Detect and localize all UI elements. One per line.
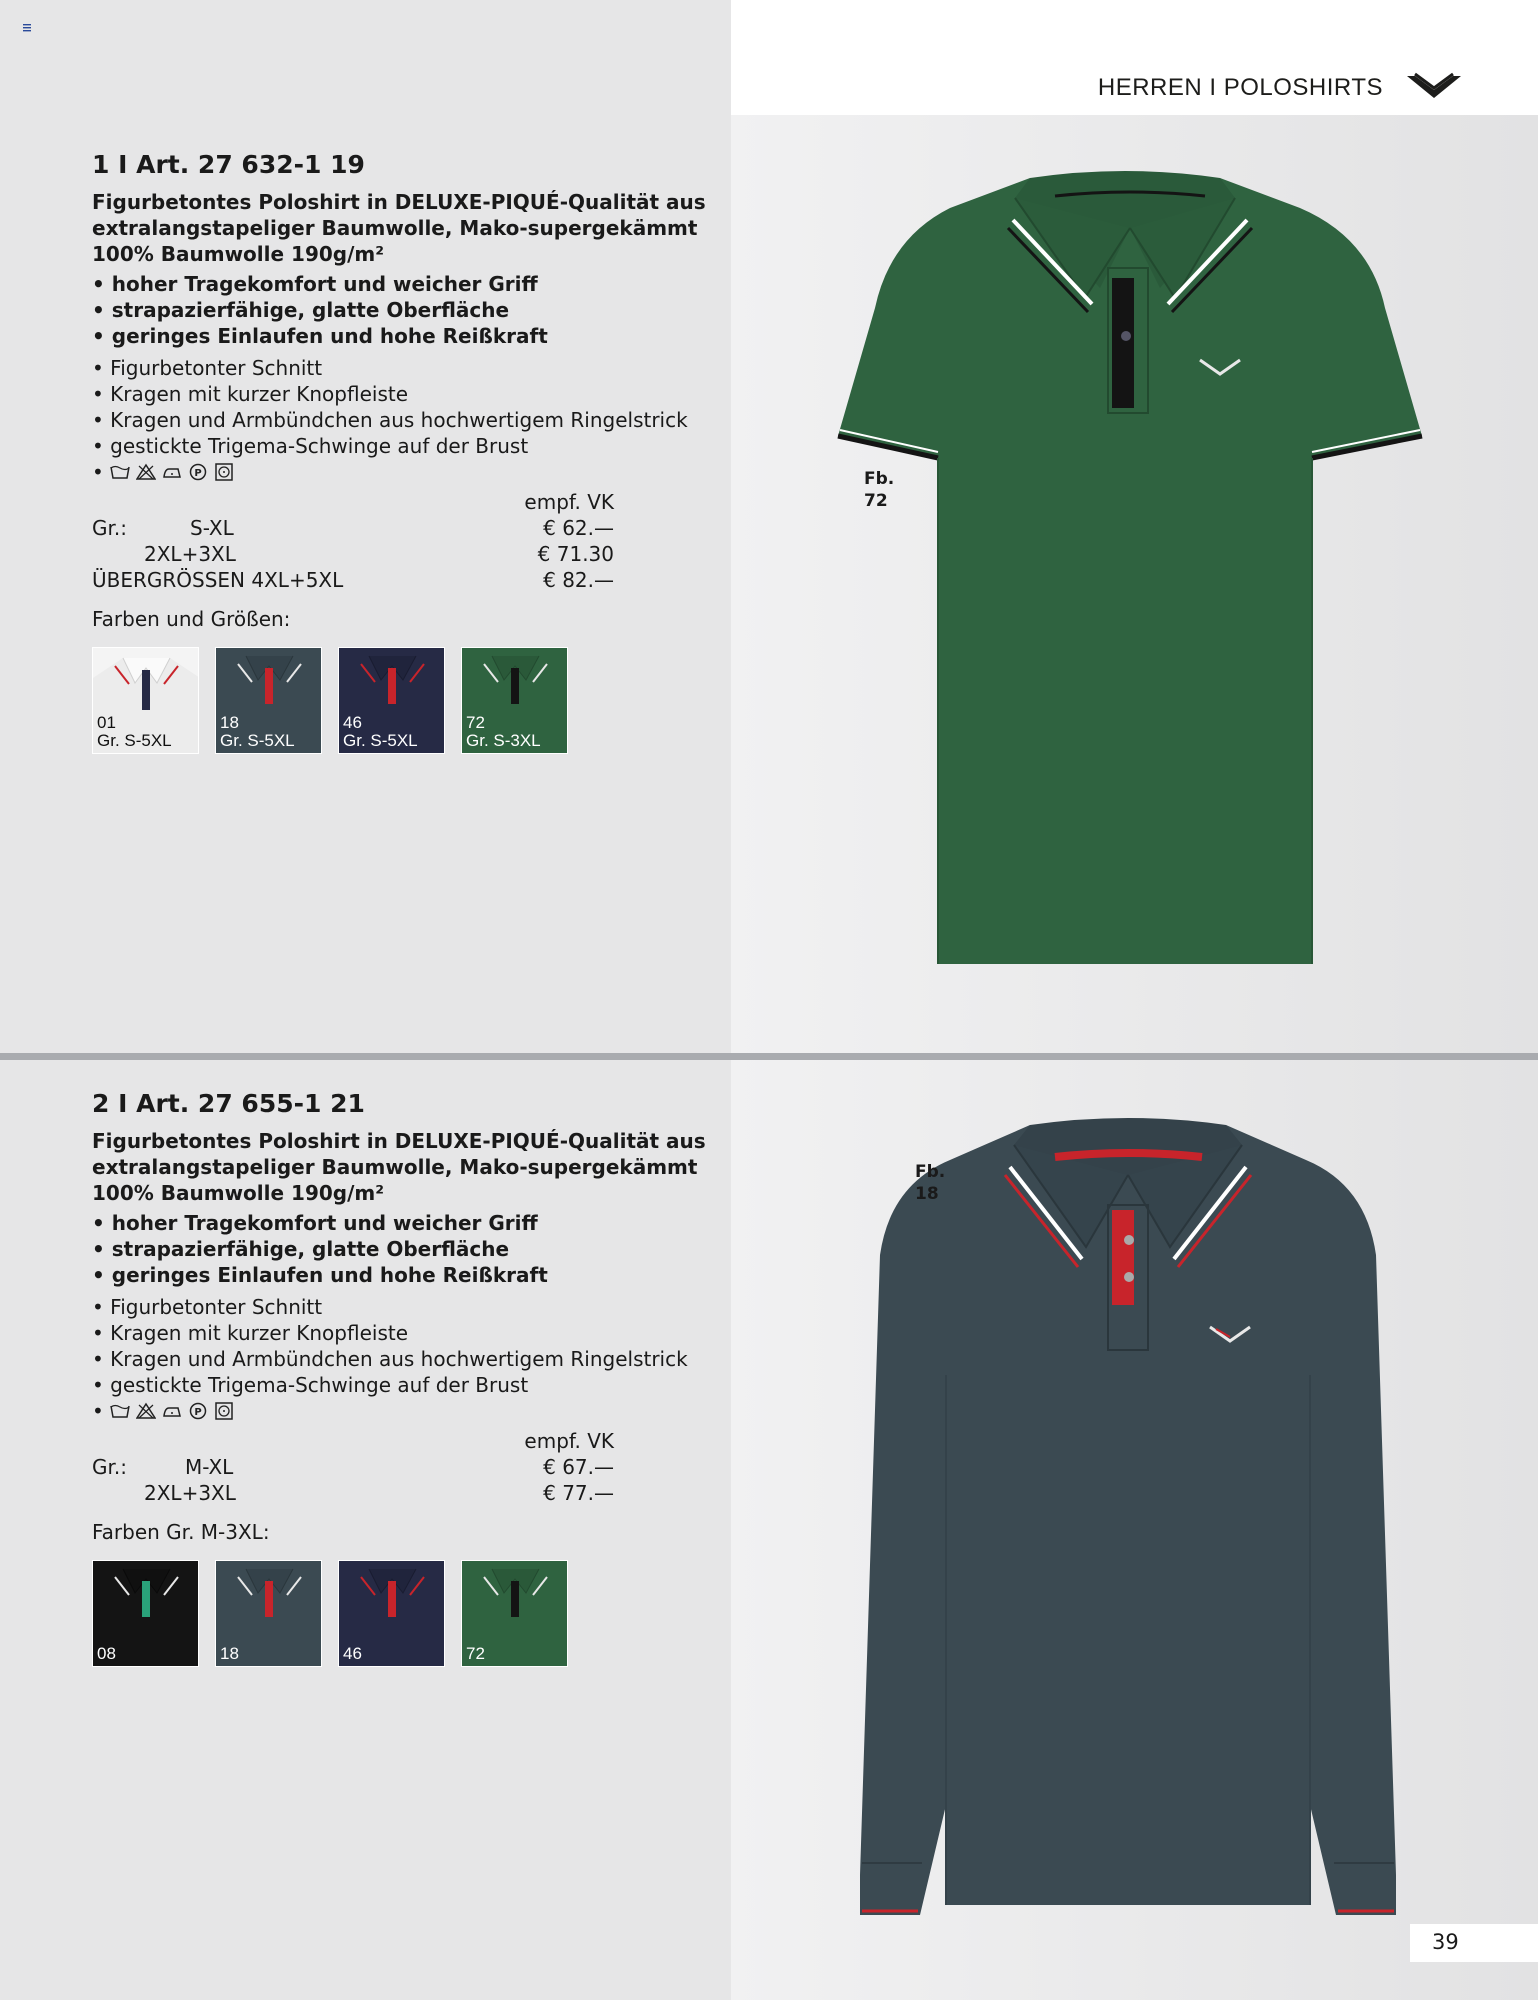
size-range: ÜBERGRÖSSEN 4XL+5XL (92, 568, 344, 592)
product-description (92, 1128, 712, 1206)
color-swatch-46[interactable] (338, 1560, 445, 1667)
description-line: Figurbetontes Poloshirt in DELUXE-PIQUÉ-Qualität aus (92, 1129, 706, 1153)
feature-item: • strapazierfähige, glatte Oberfläche (92, 298, 510, 322)
care-symbols (92, 1398, 712, 1424)
swatch-code: 72 (466, 713, 485, 732)
description-line: extralangstapeliger Baumwolle, Mako-supergekämmt (92, 1155, 698, 1179)
feature-list (92, 355, 712, 459)
swatch-code: 18 (220, 713, 239, 732)
price-value: € 67.— (543, 1455, 614, 1479)
price-header: empf. VK (524, 1429, 614, 1453)
feature-item: • hoher Tragekomfort und weicher Griff (92, 272, 538, 296)
feature-item: • Kragen und Armbündchen aus hochwertigem Ringelstrick (92, 1347, 688, 1371)
color-swatch-18[interactable] (215, 647, 322, 754)
swatch-code: 72 (466, 1644, 485, 1663)
size-label: Gr.: (92, 516, 127, 540)
color-swatch-18[interactable] (215, 1560, 322, 1667)
size-label: Gr.: (92, 1455, 127, 1479)
feature-item: • strapazierfähige, glatte Oberfläche (92, 1237, 510, 1261)
color-swatch-08[interactable] (92, 1560, 199, 1667)
color-swatch-72[interactable] (461, 1560, 568, 1667)
color-label (864, 468, 894, 512)
swatch-code: 46 (343, 713, 362, 732)
tumble-dry-icon (214, 463, 234, 481)
feature-item: • Figurbetonter Schnitt (92, 1295, 323, 1319)
section-title: HERREN I POLOSHIRTS (1097, 74, 1383, 101)
feature-item: • geringes Einlaufen und hohe Reißkraft (92, 1263, 548, 1287)
price-value: € 77.— (543, 1481, 614, 1505)
menu-icon[interactable] (22, 22, 32, 32)
wash-40-icon (110, 1402, 130, 1420)
svg-text:P: P (194, 1407, 202, 1418)
feature-item: • gestickte Trigema-Schwinge auf der Brust (92, 434, 529, 458)
size-range: 2XL+3XL (144, 1481, 236, 1505)
feature-item: • gestickte Trigema-Schwinge auf der Brust (92, 1373, 529, 1397)
feature-list-bold (92, 271, 712, 349)
size-range: M-XL (185, 1455, 234, 1479)
feature-item: • Figurbetonter Schnitt (92, 356, 323, 380)
color-swatch-72[interactable] (461, 647, 568, 754)
price-value: € 82.— (543, 568, 614, 592)
price-table (92, 489, 712, 593)
care-bullet: • (92, 1399, 104, 1423)
swatch-code: 08 (97, 1644, 116, 1663)
feature-item: • geringes Einlaufen und hohe Reißkraft (92, 324, 548, 348)
colors-label: Farben Gr. M-3XL: (92, 1520, 270, 1544)
description-line: Figurbetontes Poloshirt in DELUXE-PIQUÉ-Qualität aus (92, 190, 706, 214)
description-line: 100% Baumwolle 190g/m² (92, 242, 384, 266)
feature-list (92, 1294, 712, 1398)
price-value: € 62.— (543, 516, 614, 540)
color-swatch-01[interactable] (92, 647, 199, 754)
no-bleach-icon (136, 463, 156, 481)
colors-label: Farben und Größen: (92, 607, 291, 631)
iron-icon (162, 463, 182, 481)
color-label-prefix: Fb. (864, 469, 895, 489)
feature-item: • hoher Tragekomfort und weicher Griff (92, 1211, 538, 1235)
description-line: 100% Baumwolle 190g/m² (92, 1181, 384, 1205)
color-swatches (92, 647, 712, 754)
swatch-sizes: Gr. S-5XL (220, 731, 295, 750)
care-bullet: • (92, 460, 104, 484)
color-swatch-46[interactable] (338, 647, 445, 754)
feature-item: • Kragen mit kurzer Knopfleiste (92, 1321, 409, 1345)
feature-item: • Kragen und Armbündchen aus hochwertigem Ringelstrick (92, 408, 688, 432)
iron-icon (162, 1402, 182, 1420)
article-number: 1 I Art. 27 632-1 19 (92, 150, 365, 179)
swatch-sizes: Gr. S-5XL (97, 731, 172, 750)
price-header: empf. VK (524, 490, 614, 514)
swatch-code: 18 (220, 1644, 239, 1663)
price-table (92, 1428, 712, 1506)
wash-40-icon (110, 463, 130, 481)
color-label-code: 72 (864, 491, 888, 511)
svg-text:P: P (194, 468, 202, 479)
color-label-prefix: Fb. (915, 1162, 946, 1182)
size-range: 2XL+3XL (144, 542, 236, 566)
swatch-code: 46 (343, 1644, 362, 1663)
color-label (915, 1161, 945, 1205)
feature-list-bold (92, 1210, 712, 1288)
product-image-petrol-longsleeve-polo (850, 1115, 1430, 1920)
no-bleach-icon (136, 1402, 156, 1420)
description-line: extralangstapeliger Baumwolle, Mako-supergekämmt (92, 216, 698, 240)
care-symbols (92, 459, 712, 485)
page-number: 39 (1410, 1924, 1538, 1962)
color-swatches (92, 1560, 712, 1667)
swatch-sizes: Gr. S-3XL (466, 731, 541, 750)
trigema-logo-icon (1405, 70, 1463, 106)
color-label-code: 18 (915, 1184, 939, 1204)
dry-clean-p-icon (188, 463, 208, 481)
section-divider (0, 1053, 1538, 1060)
product-2 (92, 1089, 712, 1667)
size-range: S-XL (190, 516, 234, 540)
product-image-green-polo (830, 168, 1430, 968)
dry-clean-p-icon (188, 1402, 208, 1420)
feature-item: • Kragen mit kurzer Knopfleiste (92, 382, 409, 406)
swatch-sizes: Gr. S-5XL (343, 731, 418, 750)
product-description (92, 189, 712, 267)
price-value: € 71.30 (537, 542, 614, 566)
swatch-code: 01 (97, 713, 116, 732)
tumble-dry-icon (214, 1402, 234, 1420)
product-1 (92, 150, 712, 754)
article-number: 2 I Art. 27 655-1 21 (92, 1089, 365, 1118)
